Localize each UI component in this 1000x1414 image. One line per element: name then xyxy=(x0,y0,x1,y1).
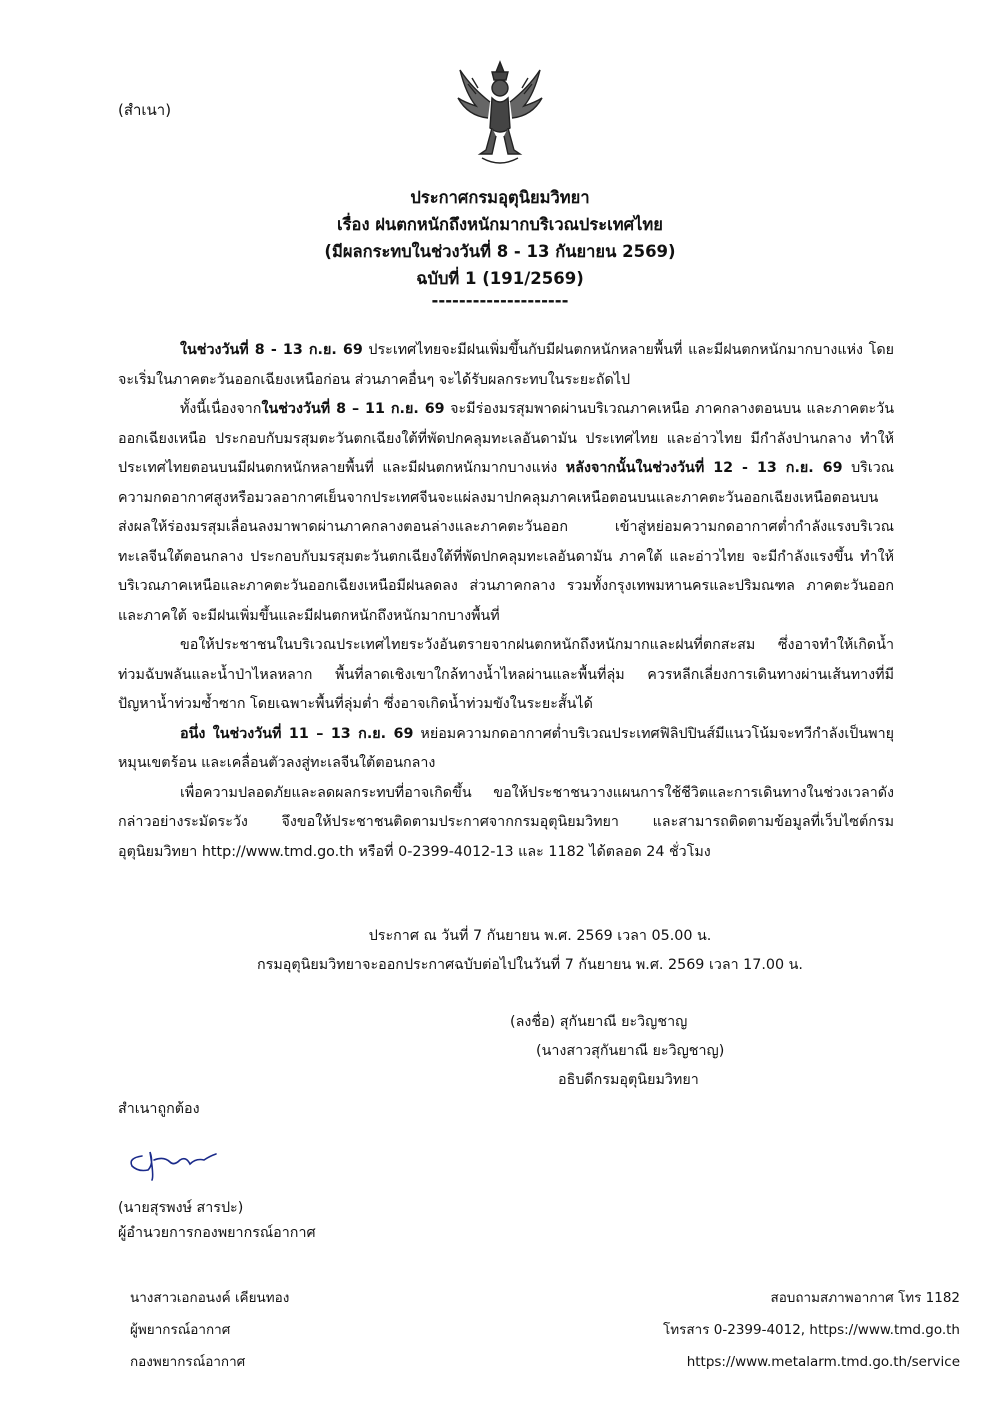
contact-block xyxy=(663,1282,960,1378)
title-divider: -------------------- xyxy=(431,291,569,310)
garuda-emblem-icon xyxy=(452,58,548,170)
forecaster-role: ผู้พยากรณ์อากาศ xyxy=(130,1322,231,1338)
paragraph-2-emphasis-1: ในช่วงวันที่ 8 – 11 ก.ย. 69 xyxy=(261,401,445,417)
next-issue: กรมอุตุนิยมวิทยาจะออกประกาศฉบับต่อไปในวันที่ 7 กันยายน พ.ศ. 2569 เวลา 17.00 น. xyxy=(257,957,803,973)
contact-phone: สอบถามสภาพอากาศ โทร 1182 xyxy=(770,1290,960,1306)
paragraph-2 xyxy=(118,395,894,631)
announcement-title xyxy=(0,184,1000,310)
paragraph-3: ขอให้ประชาชนในบริเวณประเทศไทยระวังอันตรายจากฝนตกหนักถึงหนักมากและฝนที่ตกสะสม ซึ่งอาจทำให้เกิดน้ำท่วมฉับพลันและน้ำป่าไหลหลาก พื้นที่ลาดเชิงเขาใกล้ทางน้ำไหลผ่านและพื้นที่ลุ่ม ควรหลีกเลี่ยงการเดินทางผ่านเส้นทางที่มีปัญหาน้ำท่วมซ้ำซาก โดยเฉพาะพื้นที่ลุ่มต่ำ ซึ่งอาจเกิดน้ำท่วมขังในระยะสั้นได้ xyxy=(118,637,894,712)
paragraph-2-intro: ทั้งนี้เนื่องจาก xyxy=(180,401,262,417)
paragraph-1-emphasis: ในช่วงวันที่ 8 - 13 ก.ย. 69 xyxy=(180,342,363,358)
paragraph-1 xyxy=(118,336,894,395)
paragraph-4-text: หย่อมความกดอากาศต่ำบริเวณประเทศฟิลิปปินส์มีแนวโน้มจะทวีกำลังเป็นพายุหมุนเขตร้อน และเคลื่อนตัวลงสู่ทะเลจีนใต้ตอนกลาง xyxy=(118,725,894,771)
title-line-1: ประกาศกรมอุตุนิยมวิทยา xyxy=(410,188,590,207)
title-line-2: เรื่อง ฝนตกหนักถึงหนักมากบริเวณประเทศไทย xyxy=(337,215,663,234)
paragraph-2-text-2: บริเวณความกดอากาศสูงหรือมวลอากาศเย็นจากประเทศจีนจะแผ่ลงมาปกคลุมภาคเหนือตอนบนและภาคตะวันออกเฉียงเหนือตอนบน ส่งผลให้ร่องมรสุมเลื่อนลงมาพาดผ่านภาคกลางตอนล่างและภาคตะวันออก เข้าสู่หย่อมความกดอากาศต่ำกำลังแรงบริเวณทะเลจีนใต้ตอนกลาง ประกอบกับมรสุมตะวันตกเฉียงใต้ที่พัดปกคลุมทะเลอันดามัน ภาคใต้ และอ่าวไทย จะมีกำลังแรงขึ้น ทำให้บริเวณภาคเหนือและภาคตะวันออกเฉียงเหนือมีฝนลดลง ส่วนภาคกลาง รวมทั้งกรุงเทพมหานครและปริมณฑล ภาคตะวันออก และภาคใต้ จะมีฝนเพิ่มขึ้นและมีฝนตกหนักถึงหนักมากบางพื้นที่ xyxy=(118,460,895,624)
title-line-3: (มีผลกระทบในช่วงวันที่ 8 - 13 กันยายน 2569) xyxy=(324,242,676,261)
paragraph-1-text: ประเทศไทยจะมีฝนเพิ่มขึ้นกับมีฝนตกหนักหลายพื้นที่ และมีฝนตกหนักมากบางแห่ง โดยจะเริ่มในภาคตะวันออกเฉียงเหนือก่อน ส่วนภาคอื่นๆ จะได้รับผลกระทบในระยะถัดไป xyxy=(118,342,894,388)
issue-info xyxy=(0,922,1000,980)
copy-mark: (สำเนา) xyxy=(118,101,172,119)
signatory-full-name: (นางสาวสุกันยาณี ยะวิญชาญ) xyxy=(536,1043,725,1059)
signatory-block xyxy=(510,1008,724,1095)
paragraph-2-text-1: จะมีร่องมรสุมพาดผ่านบริเวณภาคเหนือ ภาคกลางตอนบน และภาคตะวันออกเฉียงเหนือ ประกอบกับมรสุมตะวันตกเฉียงใต้ที่พัดปกคลุมทะเลอันดามัน ประเทศไทย และอ่าวไทย มีกำลังปานกลาง ทำให้ประเทศไทยตอนบนมีฝนตกหนักหลายพื้นที่ และมีฝนตกหนักมากบางแห่ง xyxy=(118,401,894,476)
paragraph-2-emphasis-2: หลังจากนั้นในช่วงวันที่ 12 - 13 ก.ย. 69 xyxy=(565,460,843,476)
paragraph-5: เพื่อความปลอดภัยและลดผลกระทบที่อาจเกิดขึ้น ขอให้ประชาชนวางแผนการใช้ชีวิตและการเดินทางในช่วงเวลาดังกล่าวอย่างระมัดระวัง จึงขอให้ประชาชนติดตามประกาศจากกรมอุตุนิยมวิทยา และสามารถติดตามข้อมูลที่เว็บไซต์กรมอุตุนิยมวิทยา http://www.tmd.go.th หรือที่ 0-2399-4012-13 และ 1182 ได้ตลอด 24 ชั่วโมง xyxy=(118,784,894,860)
forecaster-name: นางสาวเอกอนงค์ เคียนทอง xyxy=(130,1290,290,1306)
handwritten-signature-icon xyxy=(124,1136,224,1186)
certifier-name: (นายสุรพงษ์ สารปะ) xyxy=(118,1200,244,1216)
paragraph-4 xyxy=(118,720,894,779)
forecaster-division: กองพยากรณ์อากาศ xyxy=(130,1354,246,1370)
signatory-signed: (ลงชื่อ) สุกันยาณี ยะวิญชาญ xyxy=(510,1014,688,1030)
title-line-4: ฉบับที่ 1 (191/2569) xyxy=(416,269,584,288)
certifier-position: ผู้อำนวยการกองพยากรณ์อากาศ xyxy=(118,1225,316,1241)
contact-alarm-service: https://www.metalarm.tmd.go.th/service xyxy=(686,1354,960,1370)
paragraph-4-emphasis: อนึ่ง ในช่วงวันที่ 11 – 13 ก.ย. 69 xyxy=(180,725,414,742)
certifier-block xyxy=(118,1196,316,1246)
contact-fax-website: โทรสาร 0-2399-4012, https://www.tmd.go.th xyxy=(663,1322,960,1338)
announcement-body xyxy=(118,336,894,867)
certified-copy-label: สำเนาถูกต้อง xyxy=(118,1101,200,1117)
issue-date: ประกาศ ณ วันที่ 7 กันยายน พ.ศ. 2569 เวลา 05.00 น. xyxy=(368,928,712,944)
forecaster-block xyxy=(130,1282,289,1378)
signatory-position: อธิบดีกรมอุตุนิยมวิทยา xyxy=(558,1072,699,1088)
